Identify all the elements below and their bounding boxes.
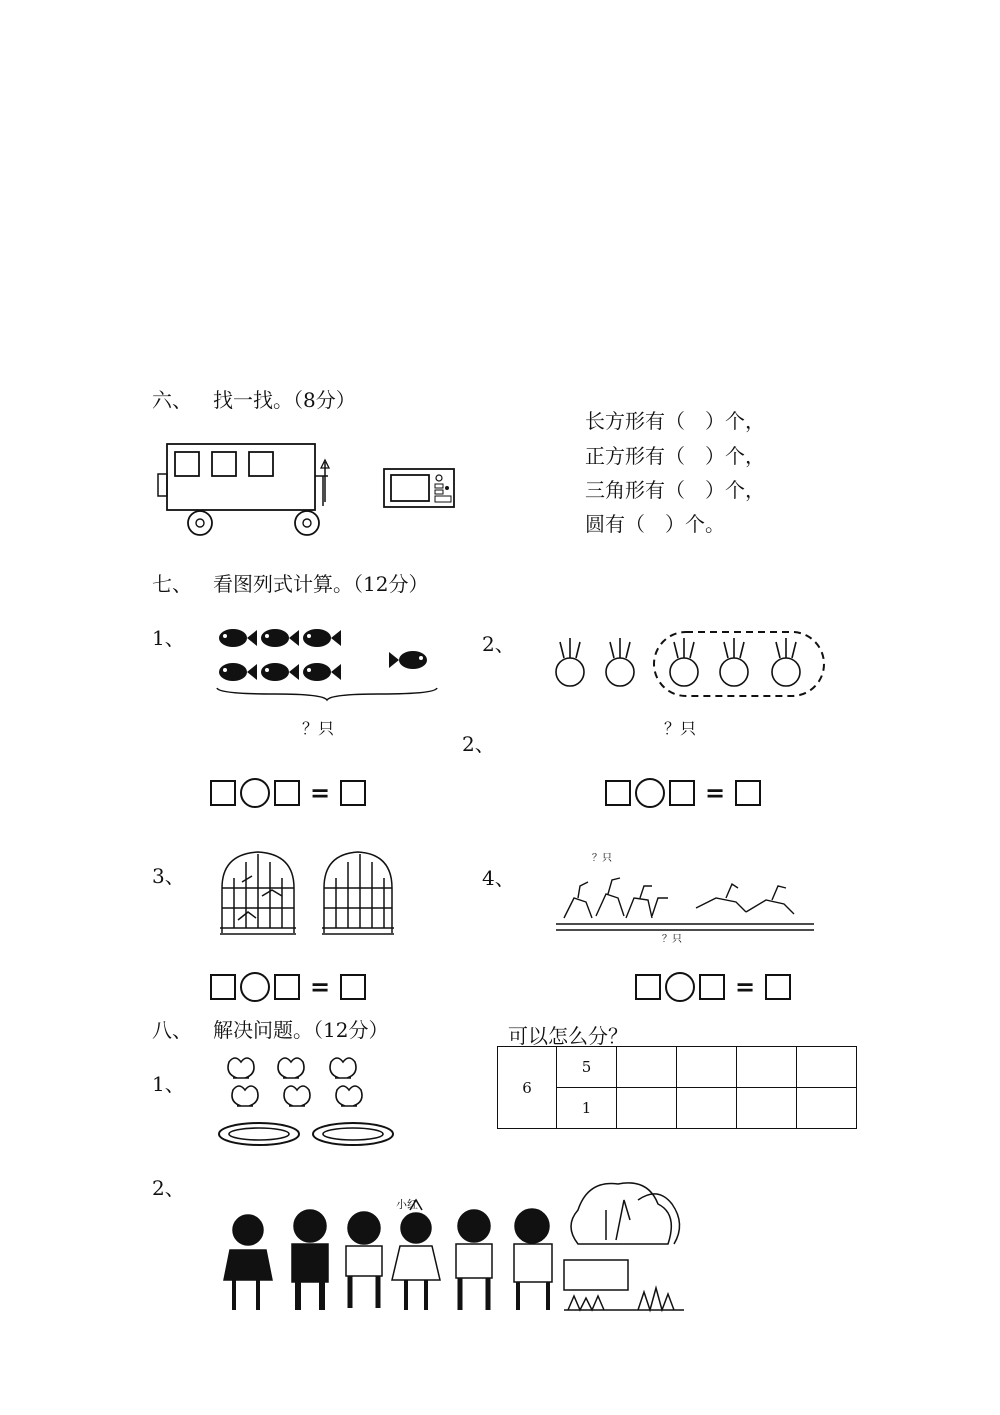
- birdcages-illustration: [218, 848, 398, 940]
- division-table: [497, 1046, 857, 1129]
- item2-label: 2、: [482, 632, 515, 656]
- table-cell[interactable]: [797, 1088, 857, 1129]
- item1-label: 1、: [152, 626, 185, 650]
- answer-box[interactable]: [735, 780, 761, 806]
- table-cell[interactable]: [617, 1088, 677, 1129]
- equals-sign: =: [310, 972, 331, 1001]
- equals-sign: =: [705, 778, 726, 807]
- operator-circle[interactable]: [240, 972, 270, 1002]
- table-cell[interactable]: [797, 1047, 857, 1088]
- answer-box[interactable]: [274, 974, 300, 1000]
- answer-box[interactable]: [635, 974, 661, 1000]
- children-queue-illustration: [218, 1180, 688, 1316]
- deer-group-illustration: [556, 858, 814, 940]
- radish-group-illustration: [550, 628, 830, 700]
- equation-row-2: [605, 778, 761, 808]
- operator-circle[interactable]: [635, 778, 665, 808]
- item2-caption: ？只: [664, 719, 697, 738]
- table-second-value: 1: [557, 1088, 617, 1129]
- section8-item2-label: 2、: [152, 1176, 185, 1200]
- item3-label: 3、: [152, 864, 185, 888]
- section8-title: 解决问题。（12分）: [213, 1018, 389, 1042]
- table-total: 6: [498, 1047, 557, 1129]
- equation-row-4: [635, 972, 791, 1002]
- section6-title: 找一找。（8分）: [213, 388, 356, 412]
- table-cell[interactable]: [677, 1047, 737, 1088]
- rectangle-count-question: 长方形有（ ）个，: [585, 409, 765, 433]
- answer-box[interactable]: [605, 780, 631, 806]
- section8-item1-label: 1、: [152, 1072, 185, 1096]
- item4-label: 4、: [482, 866, 515, 890]
- answer-box[interactable]: [210, 780, 236, 806]
- equals-sign: =: [310, 778, 331, 807]
- operator-circle[interactable]: [240, 778, 270, 808]
- triangle-count-question: 三角形有（ ）个，: [585, 478, 765, 502]
- peaches-plates-illustration: [215, 1048, 400, 1152]
- kid-name-label: 小红: [396, 1198, 418, 1211]
- fish-group-illustration: [215, 622, 445, 702]
- equation-row-3: [210, 972, 366, 1002]
- item1-caption: ？只: [302, 719, 335, 738]
- table-cell[interactable]: [737, 1088, 797, 1129]
- answer-box[interactable]: [340, 780, 366, 806]
- item4-bottom-caption: ？只: [662, 934, 682, 945]
- answer-box[interactable]: [210, 974, 236, 1000]
- stray-item-label: 2、: [462, 732, 495, 756]
- square-count-question: 正方形有（ ）个，: [585, 444, 765, 468]
- circle-count-question: 圆有（ ）个。: [585, 512, 725, 536]
- section7-title: 看图列式计算。（12分）: [213, 572, 429, 596]
- table-first-value: 5: [557, 1047, 617, 1088]
- operator-circle[interactable]: [665, 972, 695, 1002]
- answer-box[interactable]: [340, 974, 366, 1000]
- section7-number: 七、: [152, 572, 192, 596]
- equals-sign: =: [735, 972, 756, 1001]
- table-cell[interactable]: [737, 1047, 797, 1088]
- item4-top-caption: ？只: [592, 853, 612, 864]
- table-cell[interactable]: [617, 1047, 677, 1088]
- answer-box[interactable]: [765, 974, 791, 1000]
- bus-illustration: [155, 440, 345, 540]
- answer-box[interactable]: [274, 780, 300, 806]
- answer-box[interactable]: [669, 780, 695, 806]
- table-cell[interactable]: [677, 1088, 737, 1129]
- section6-number: 六、: [152, 388, 192, 412]
- equation-row-1: [210, 778, 366, 808]
- answer-box[interactable]: [699, 974, 725, 1000]
- table-title: 可以怎么分？: [508, 1024, 628, 1048]
- section8-number: 八、: [152, 1018, 192, 1042]
- microwave-illustration: [383, 468, 458, 510]
